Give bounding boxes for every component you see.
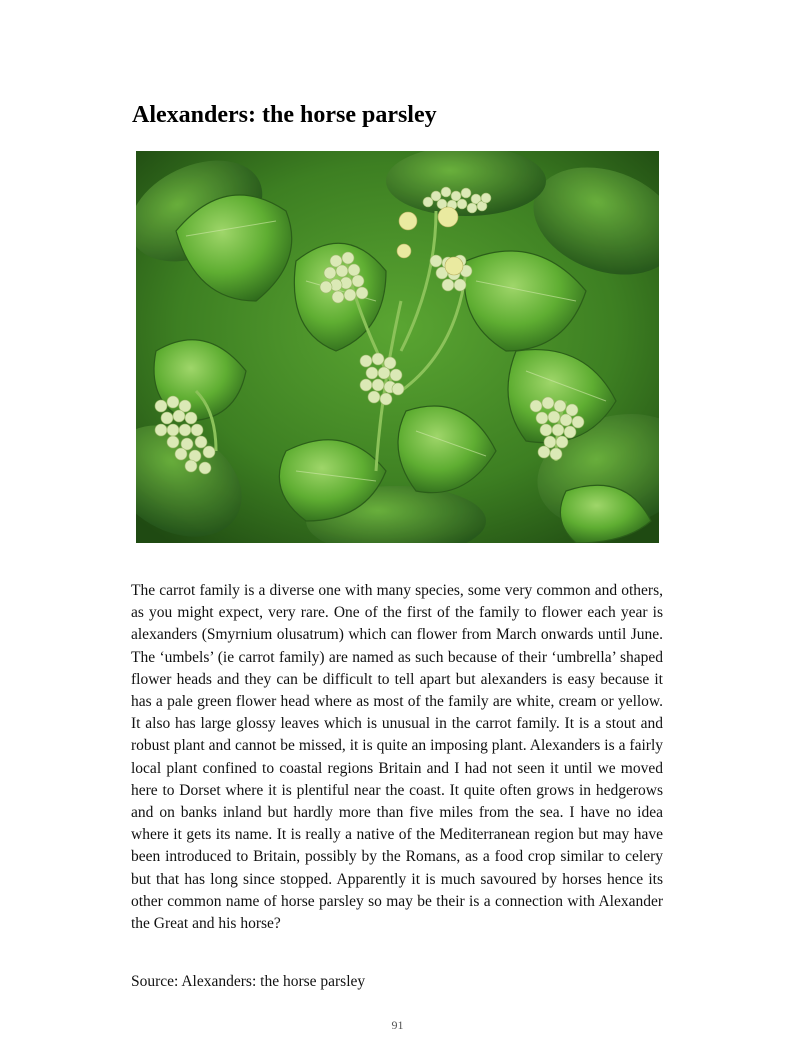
source-line: Source: Alexanders: the horse parsley xyxy=(131,973,366,990)
body-paragraph: The carrot family is a diverse one with many species, some very common and others, as you might expect, very rare. One of the first of the family to flower each year is alexanders (Smyrnium olusatrum) which can flower from March onwards until June. The ‘umbels’ (ie carrot family) are named as such because of their ‘umbrella’ shaped flower heads and they can be difficult to tell apart but alexanders is easy because it has a pale green flower head where as most of the family are white, cream or yellow. It also has large glossy leaves which is unusual in the carrot family. It is a stout and robust plant and cannot be missed, it is quite an imposing plant. Alexanders is a fairly local plant confined to coastal regions Britain and I had not seen it until we moved here to Dorset where it is plentiful near the coast. It quite often grows in hedgerows and on banks inland but hardly more than five miles from the sea. I have no idea where it gets its name. It is really a native of the Mediterranean region but may have been introduced to Britain, possibly by the Romans, as a food crop similar to celery but that has long since stopped. Apparently it is much savoured by horses hence its other common name of horse parsley so may be their is a connection with Alexander the Great and his horse? xyxy=(131,582,663,933)
alexanders-plant-photo xyxy=(136,151,659,543)
plant-illustration xyxy=(136,151,659,543)
page-number: 91 xyxy=(391,1018,404,1032)
page-title: Alexanders: the horse parsley xyxy=(132,102,437,128)
